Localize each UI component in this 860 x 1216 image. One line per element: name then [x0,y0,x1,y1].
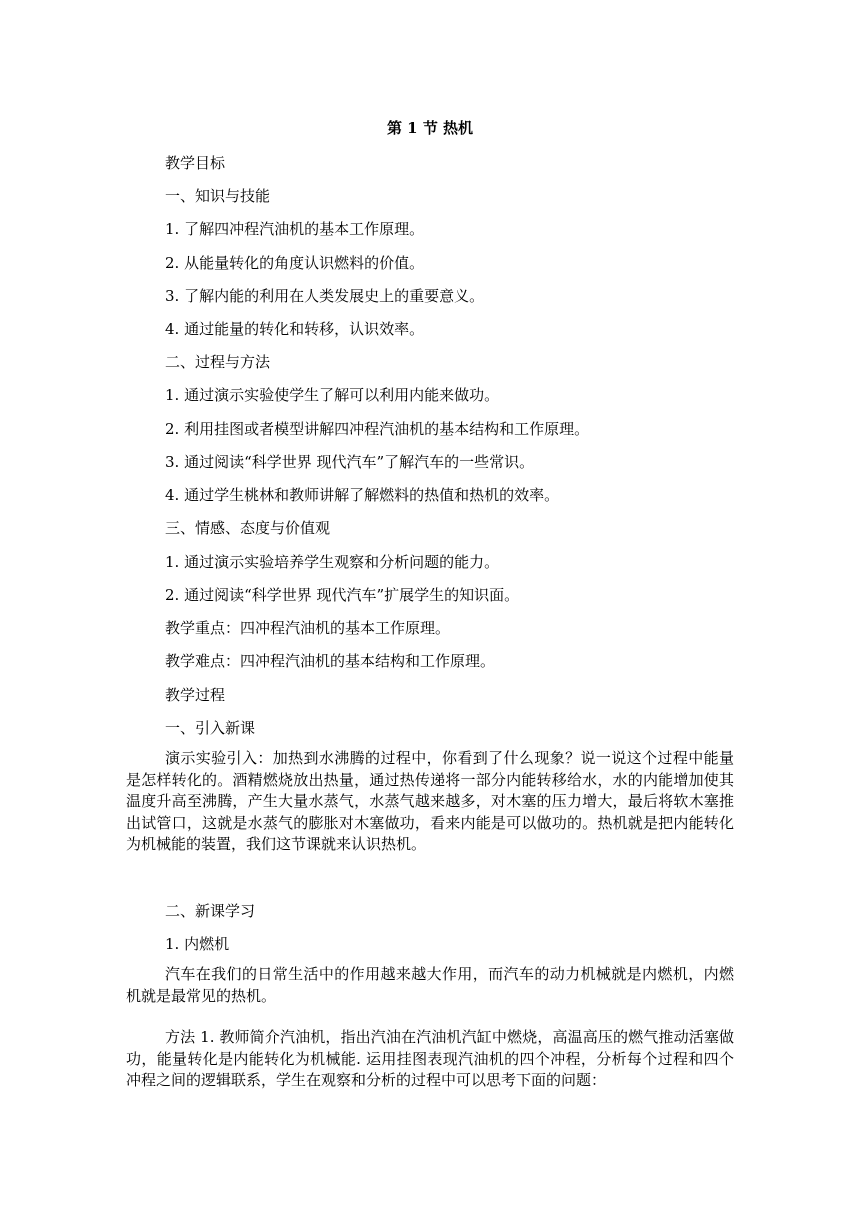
goal-item: 2. 从能量转化的角度认识燃料的价值。 [165,254,425,272]
heading-process-method: 二、过程与方法 [165,353,271,371]
heading-new-lesson: 二、新课学习 [165,902,256,920]
goal-item: 4. 通过学生桃林和教师讲解了解燃料的热值和热机的效率。 [165,486,560,504]
teaching-key-point: 教学重点：四冲程汽油机的基本工作原理。 [165,619,451,637]
paragraph-demo-experiment: 演示实验引入：加热到水沸腾的过程中，你看到了什么现象？说一说这个过程中能量是怎样转化的。酒精燃烧放出热量，通过热传递将一部分内能转移给水，水的内能增加使其温度升高至沸腾，产生大量水蒸气，水蒸气越来越多，对木塞的压力增大，最后将软木塞推出试管口，这就是水蒸气的膨胀对木塞做功，看来内能是可以做功的。热机就是把内能转化为机械能的装置，我们这节课就来认识热机。 [126,749,734,854]
goal-item: 1. 了解四冲程汽油机的基本工作原理。 [165,220,425,238]
goal-item: 2. 通过阅读“科学世界 现代汽车”扩展学生的知识面。 [165,586,520,604]
paragraph-method: 方法 1. 教师简介汽油机，指出汽油在汽油机汽缸中燃烧，高温高压的燃气推动活塞做功，能量转化是内能转化为机械能. 运用挂图表现汽油机的四个冲程，分析每个过程和四个冲程之间的逻辑联系，学生在观察和分析的过程中可以思考下面的问题： [126,1028,734,1090]
goal-item: 2. 利用挂图或者模型讲解四冲程汽油机的基本结构和工作原理。 [165,420,590,438]
goal-item: 3. 通过阅读“科学世界 现代汽车”了解汽车的一些常识。 [165,453,535,471]
heading-emotion-values: 三、情感、态度与价值观 [165,519,331,537]
goal-item: 1. 通过演示实验使学生了解可以利用内能来做功。 [165,386,500,404]
heading-teaching-process: 教学过程 [165,686,226,704]
heading-knowledge-skills: 一、知识与技能 [165,187,271,205]
heading-teaching-goals: 教学目标 [165,154,226,172]
goal-item: 1. 通过演示实验培养学生观察和分析问题的能力。 [165,553,500,571]
section-title: 第 1 节 热机 [386,119,474,137]
goal-item: 3. 了解内能的利用在人类发展史上的重要意义。 [165,287,485,305]
goal-item: 4. 通过能量的转化和转移，认识效率。 [165,320,425,338]
heading-internal-combustion: 1. 内燃机 [165,935,230,953]
heading-introduction: 一、引入新课 [165,719,256,737]
teaching-difficulty: 教学难点：四冲程汽油机的基本结构和工作原理。 [165,652,496,670]
paragraph-car-engine: 汽车在我们的日常生活中的作用越来越大作用，而汽车的动力机械就是内燃机，内燃机就是最常见的热机。 [126,965,734,1005]
